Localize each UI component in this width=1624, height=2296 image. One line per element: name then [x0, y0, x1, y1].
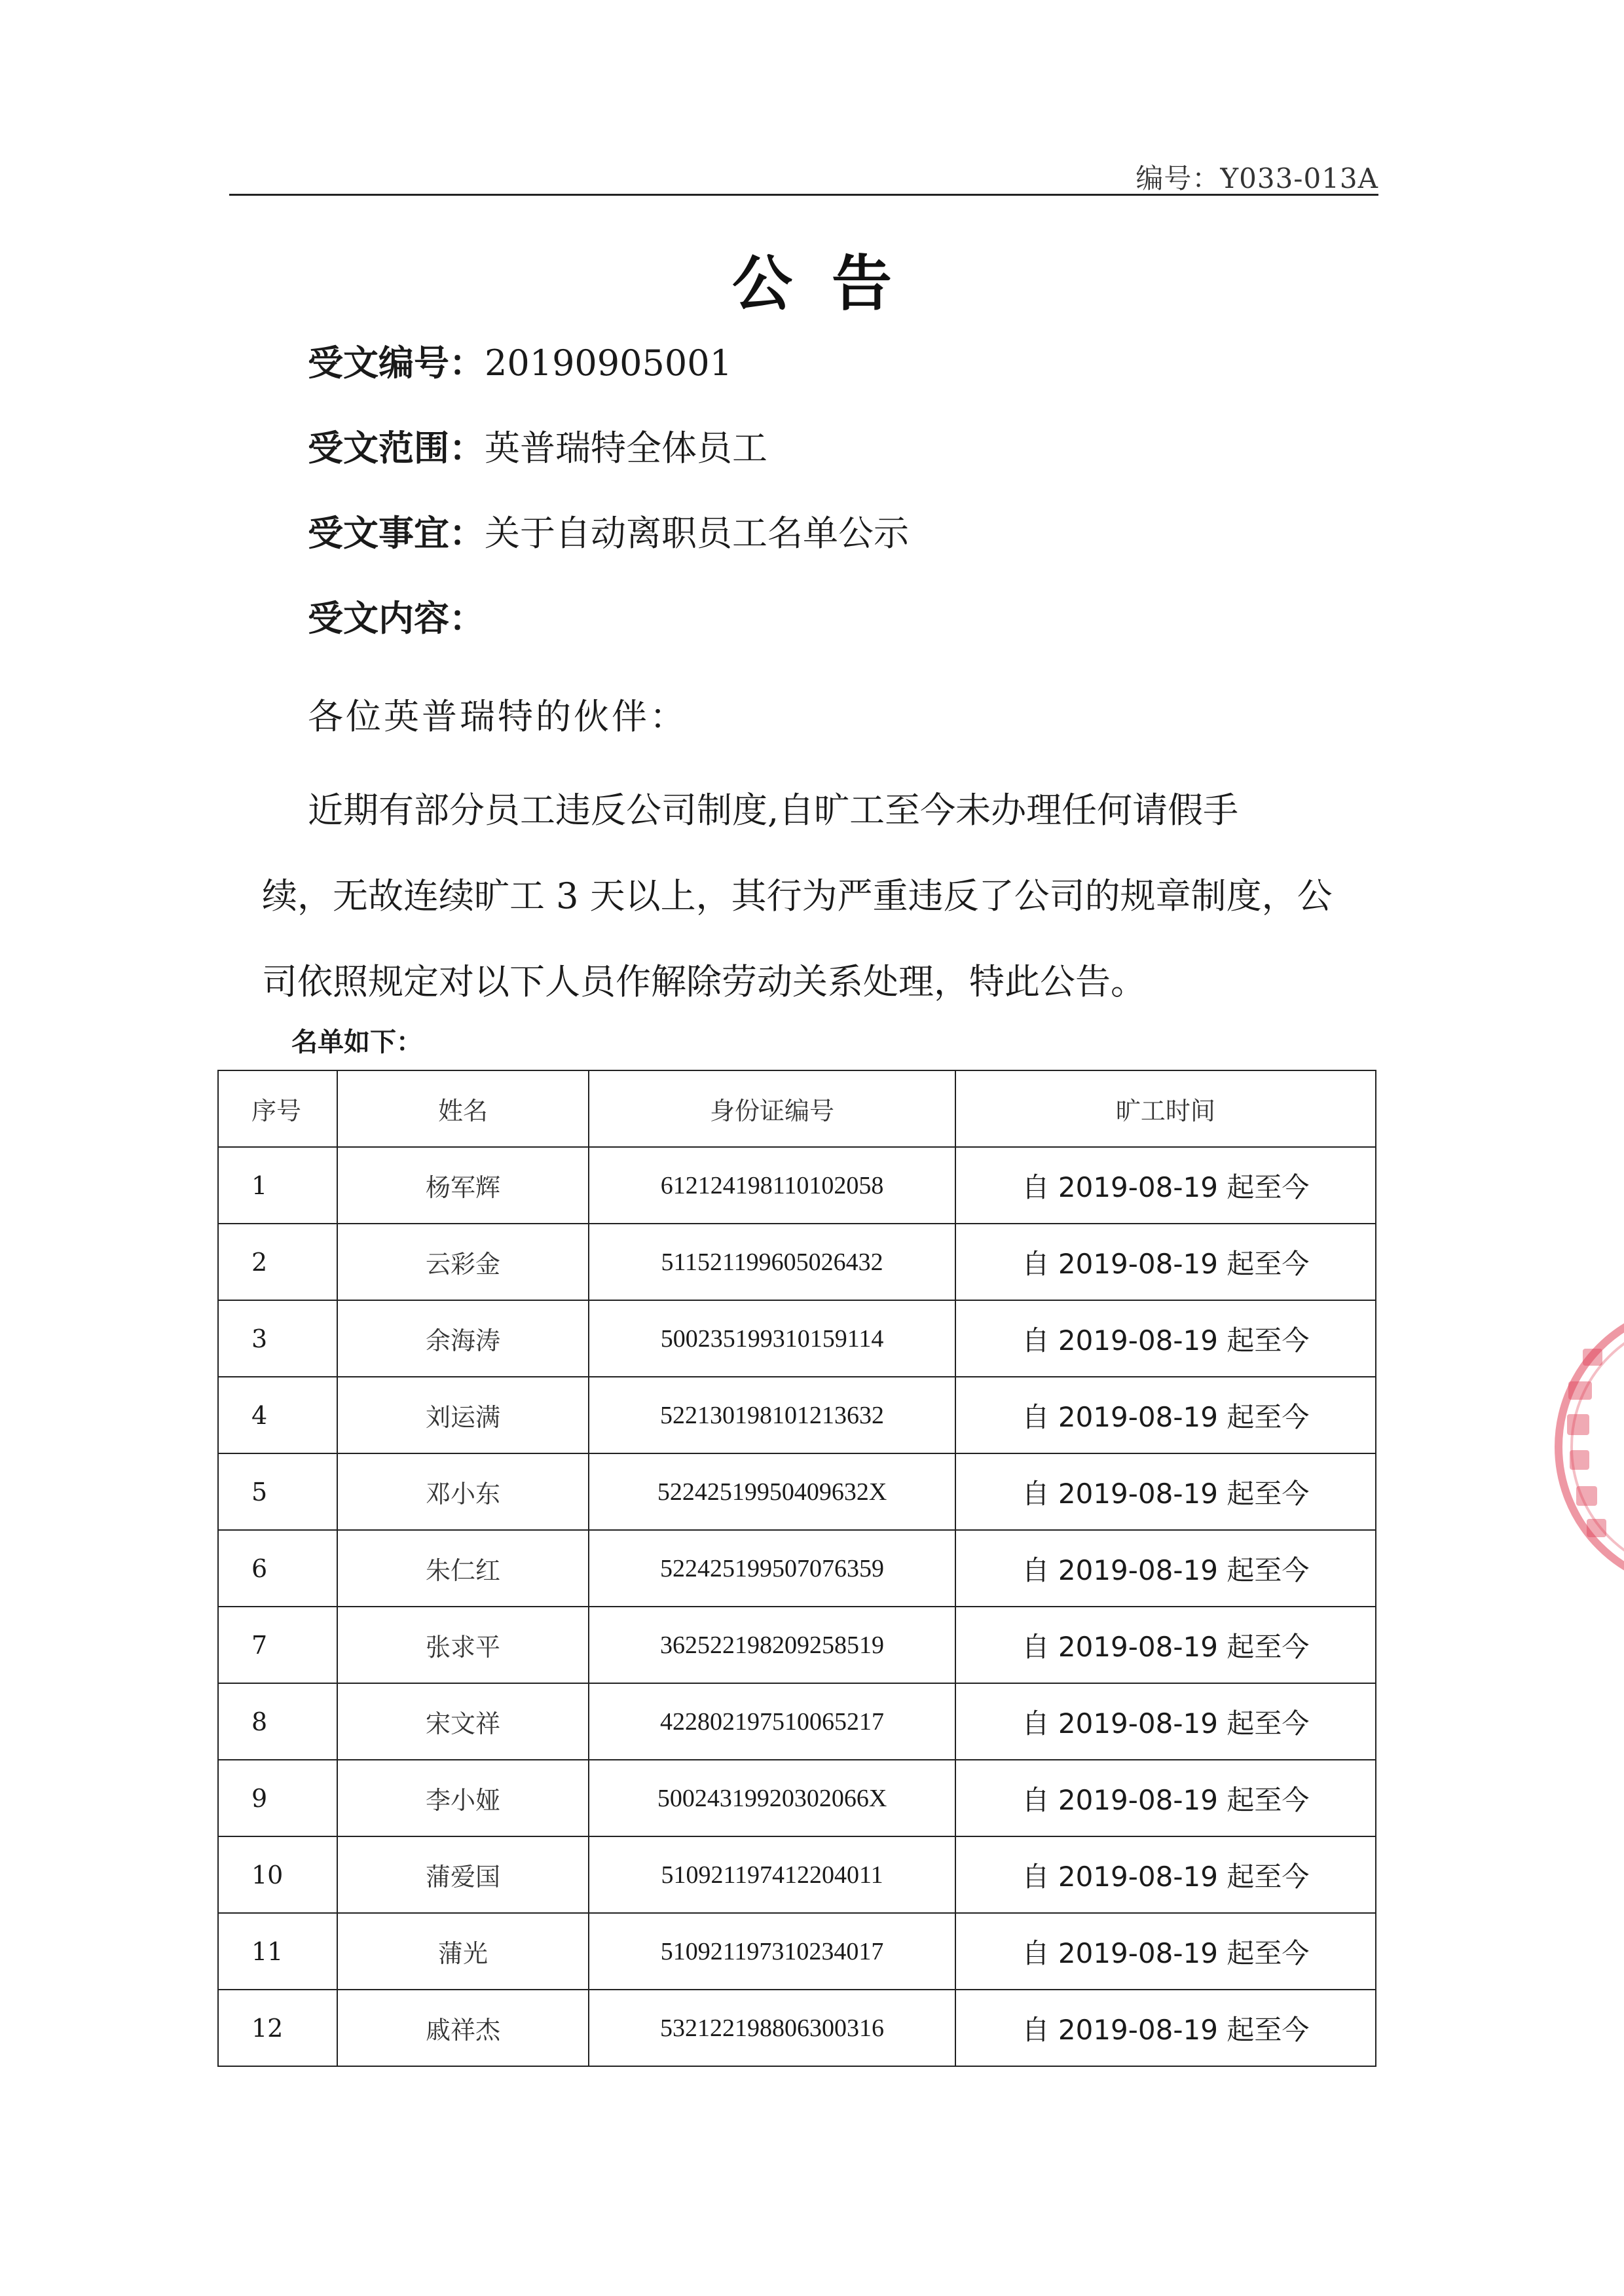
cell-name: 蒲爱国 [337, 1836, 589, 1913]
table-row [218, 1760, 1376, 1836]
cell-index: 4 [218, 1377, 337, 1453]
header-rule [229, 194, 1378, 196]
list-caption: 名单如下： [291, 1027, 422, 1057]
cell-index: 1 [218, 1147, 337, 1224]
cell-absence-period: 自 2019-08-19 起至今 [955, 1683, 1376, 1760]
cell-absence-period: 自 2019-08-19 起至今 [955, 1913, 1376, 1990]
cell-absence-period: 自 2019-08-19 起至今 [955, 1453, 1376, 1530]
table-row [218, 1530, 1376, 1607]
body-line-1: 近期有部分员工违反公司制度,自旷工至今未办理任何请假手 [308, 790, 1239, 831]
field-doc-id-label: 受文编号： [308, 342, 485, 384]
cell-id-number: 522425199507076359 [589, 1530, 955, 1607]
table-row [218, 1453, 1376, 1530]
header-name: 姓名 [337, 1070, 589, 1147]
cell-index: 9 [218, 1760, 337, 1836]
notice-body [262, 767, 1365, 1025]
table-row [218, 1147, 1376, 1224]
cell-id-number: 522130198101213632 [589, 1377, 955, 1453]
cell-absence-period: 自 2019-08-19 起至今 [955, 1377, 1376, 1453]
cell-index: 11 [218, 1913, 337, 1990]
cell-index: 2 [218, 1224, 337, 1300]
cell-absence-period: 自 2019-08-19 起至今 [955, 1147, 1376, 1224]
cell-id-number: 52242519950409632X [589, 1453, 955, 1530]
cell-absence-period: 自 2019-08-19 起至今 [955, 1300, 1376, 1377]
table-row [218, 1607, 1376, 1683]
notice-title: 公告 [731, 249, 931, 319]
field-scope-label: 受文范围： [308, 428, 485, 469]
cell-name: 朱仁红 [337, 1530, 589, 1607]
cell-absence-period: 自 2019-08-19 起至今 [955, 1760, 1376, 1836]
body-line-2: 续，无故连续旷工 3 天以上，其行为严重违反了公司的规章制度，公 [262, 875, 1333, 917]
body-line-3: 司依照规定对以下人员作解除劳动关系处理，特此公告。 [262, 961, 1146, 1002]
table-header-row [218, 1070, 1376, 1147]
cell-id-number: 510921197310234017 [589, 1913, 955, 1990]
cell-name: 宋文祥 [337, 1683, 589, 1760]
cell-index: 10 [218, 1836, 337, 1913]
header-id-number: 身份证编号 [589, 1070, 955, 1147]
cell-id-number: 510921197412204011 [589, 1836, 955, 1913]
cell-name: 邓小东 [337, 1453, 589, 1530]
company-seal-stamp [1536, 1283, 1624, 1611]
cell-id-number: 511521199605026432 [589, 1224, 955, 1300]
field-scope-value: 英普瑞特全体员工 [485, 428, 767, 469]
cell-name: 刘运满 [337, 1377, 589, 1453]
cell-absence-period: 自 2019-08-19 起至今 [955, 1224, 1376, 1300]
table-row [218, 1300, 1376, 1377]
field-subject-value: 关于自动离职员工名单公示 [485, 513, 909, 554]
cell-name: 云彩金 [337, 1224, 589, 1300]
cell-index: 8 [218, 1683, 337, 1760]
dismissal-table [217, 1070, 1376, 2067]
cell-name: 戚祥杰 [337, 1990, 589, 2066]
field-content-label: 受文内容： [308, 598, 485, 639]
field-doc-id [308, 342, 732, 384]
cell-index: 3 [218, 1300, 337, 1377]
cell-id-number: 50024319920302066X [589, 1760, 955, 1836]
salutation: 各位英普瑞特的伙伴： [308, 696, 688, 737]
cell-id-number: 362522198209258519 [589, 1607, 955, 1683]
cell-name: 杨军辉 [337, 1147, 589, 1224]
field-subject [308, 513, 909, 554]
table-row [218, 1224, 1376, 1300]
cell-name: 余海涛 [337, 1300, 589, 1377]
cell-absence-period: 自 2019-08-19 起至今 [955, 1836, 1376, 1913]
field-scope [308, 428, 767, 469]
cell-id-number: 612124198110102058 [589, 1147, 955, 1224]
cell-index: 12 [218, 1990, 337, 2066]
table-row [218, 1990, 1376, 2066]
table-row [218, 1913, 1376, 1990]
cell-index: 5 [218, 1453, 337, 1530]
cell-absence-period: 自 2019-08-19 起至今 [955, 1607, 1376, 1683]
field-doc-id-value: 20190905001 [485, 342, 732, 384]
cell-absence-period: 自 2019-08-19 起至今 [955, 1530, 1376, 1607]
cell-id-number: 500235199310159114 [589, 1300, 955, 1377]
header-absence-period: 旷工时间 [955, 1070, 1376, 1147]
document-number: 编号：Y033-013A [1135, 162, 1378, 194]
cell-index: 7 [218, 1607, 337, 1683]
cell-id-number: 422802197510065217 [589, 1683, 955, 1760]
cell-absence-period: 自 2019-08-19 起至今 [955, 1990, 1376, 2066]
table-row [218, 1683, 1376, 1760]
cell-name: 李小娅 [337, 1760, 589, 1836]
table-row [218, 1836, 1376, 1913]
cell-name: 张求平 [337, 1607, 589, 1683]
cell-index: 6 [218, 1530, 337, 1607]
cell-name: 蒲光 [337, 1913, 589, 1990]
header-index: 序号 [218, 1070, 337, 1147]
field-subject-label: 受文事宜： [308, 513, 485, 554]
field-content [308, 598, 485, 639]
cell-id-number: 532122198806300316 [589, 1990, 955, 2066]
table-row [218, 1377, 1376, 1453]
